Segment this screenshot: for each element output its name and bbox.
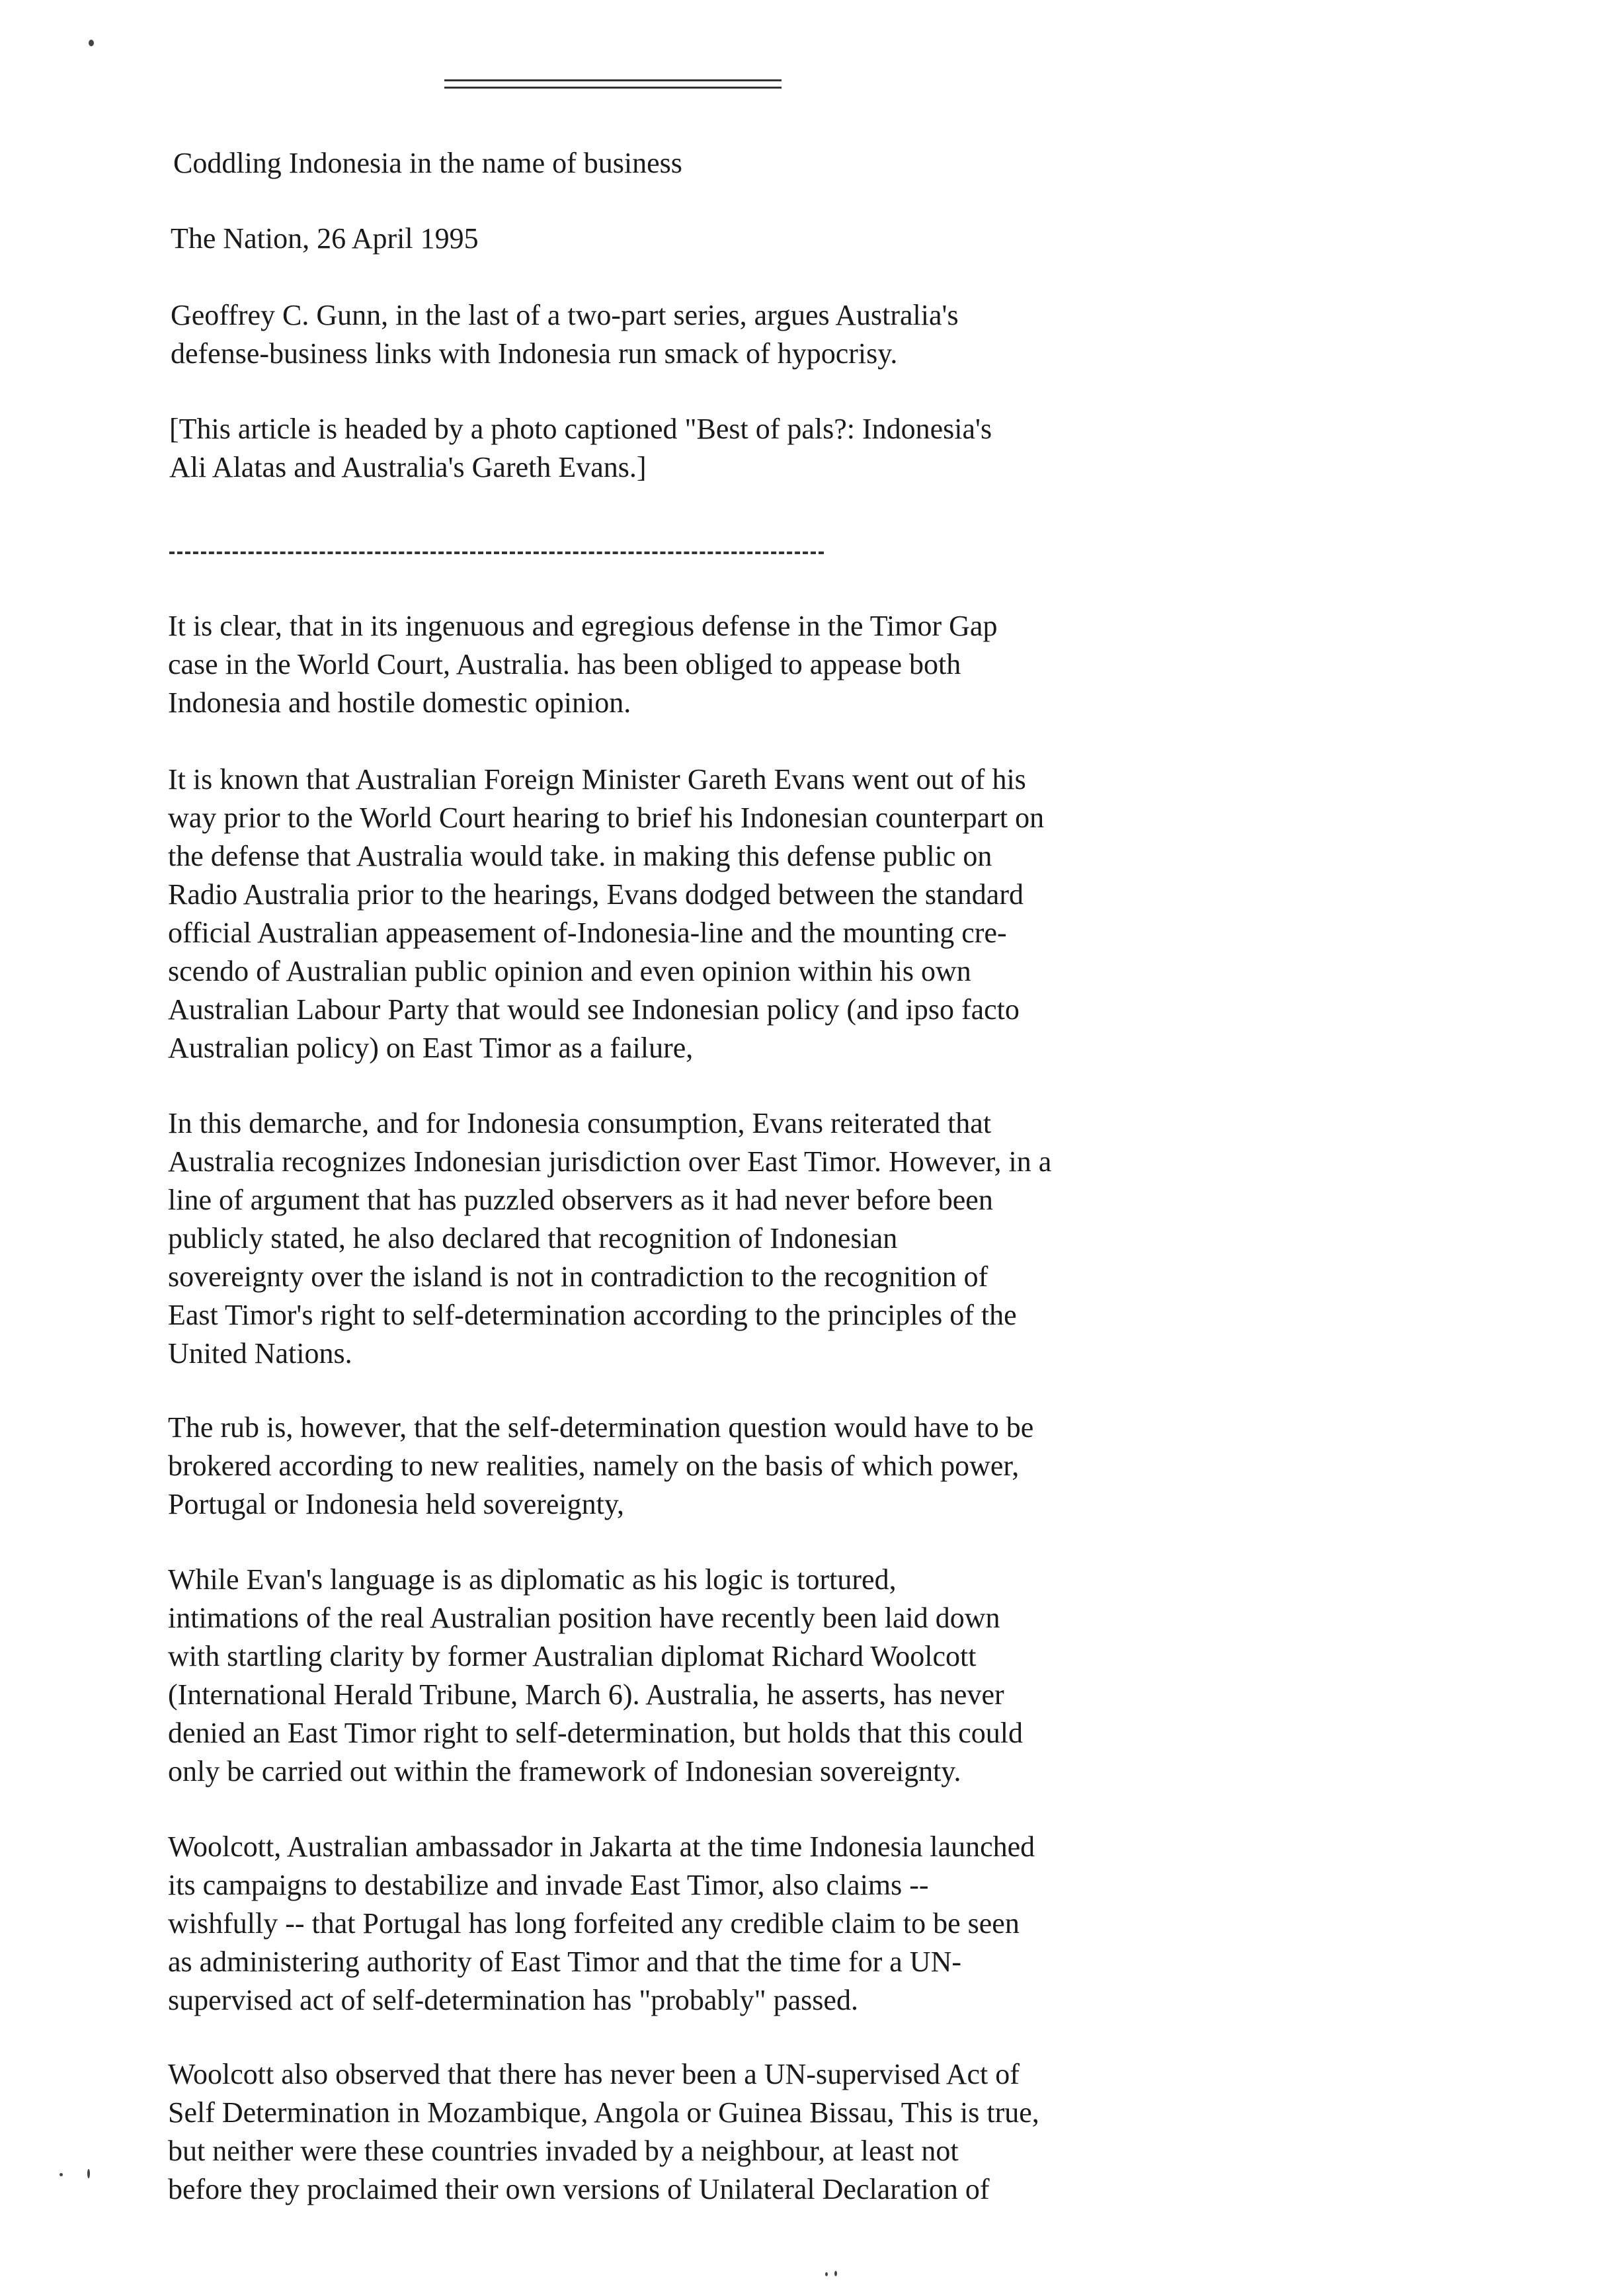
scan-speck	[60, 2173, 63, 2176]
scan-speck	[834, 2271, 837, 2276]
article-title: Coddling Indonesia in the name of business	[173, 147, 682, 179]
photo-note: [This article is headed by a photo captioned "Best of pals?: Indonesia's Ali Alatas and Australia's Gareth Evans.]	[169, 413, 992, 483]
body-paragraph: It is clear, that in its ingenuous and egregious defense in the Timor Gap case in the World Court, Australia. has been obliged to appease both Indonesia and hostile domestic opinion.	[168, 610, 998, 719]
article-lede: Geoffrey C. Gunn, in the last of a two-part series, argues Australia's defense-business links with Indonesia run smack of hypocrisy.	[171, 299, 959, 370]
source-line: The Nation, 26 April 1995	[171, 222, 479, 255]
body-paragraph: The rub is, however, that the self-determination question would have to be brokered according to new realities, namely on the basis of which power, Portugal or Indonesia held sovereignty,	[168, 1411, 1034, 1520]
scan-speck	[87, 2169, 90, 2178]
body-paragraph: Woolcott, Australian ambassador in Jakarta at the time Indonesia launched its campaigns to destabilize and invade East Timor, also claims -- wishfully -- that Portugal has long forfeited any credible claim to be seen as administering authority of East Timor and that the time for a UN- supervised act of self-determination has "probably" passed.	[168, 1830, 1035, 2016]
dashed-line-separator	[169, 552, 824, 554]
body-paragraph: While Evan's language is as diplomatic as his logic is tortured, intimations of the real Australian position have recently been laid down with startling clarity by former Australian diplomat Richard Woolcott (International Herald Tribune, March 6). Australia, he asserts, has never denied an East Timor right to self-determination, but holds that this could only be carried out within the framework of Indonesian sovereignty.	[168, 1563, 1023, 1787]
body-paragraph: Woolcott also observed that there has never been a UN-supervised Act of Self Determination in Mozambique, Angola or Guinea Bissau, This is true, but neither were these countries invaded by a neighbour, at least not before they proclaimed their own versions of Unilateral Declaration of	[168, 2058, 1039, 2205]
body-paragraph: In this demarche, and for Indonesia consumption, Evans reiterated that Australia recognizes Indonesian jurisdiction over East Timor. However, in a line of argument that has puzzled observers as it had never before been publicly stated, he also declared that recognition of Indonesian sovereignty over the island is not in contradiction to the recognition of East Timor's right to self-determination according to the principles of the United Nations.	[168, 1107, 1052, 1370]
body-paragraph: It is known that Australian Foreign Minister Gareth Evans went out of his way prior to the World Court hearing to brief his Indonesian counterpart on the defense that Australia would take. in making this defense public on Radio Australia prior to the hearings, Evans dodged between the standard official Australian appeasement of-Indonesia-line and the mounting cre- scendo of Australian public opinion and even opinion within his own Australian Labour Party that would see Indonesian policy (and ipso facto Australian policy) on East Timor as a failure,	[168, 763, 1045, 1064]
double-line-separator	[444, 79, 782, 89]
scan-speck	[825, 2272, 828, 2276]
scan-speck	[89, 40, 94, 46]
